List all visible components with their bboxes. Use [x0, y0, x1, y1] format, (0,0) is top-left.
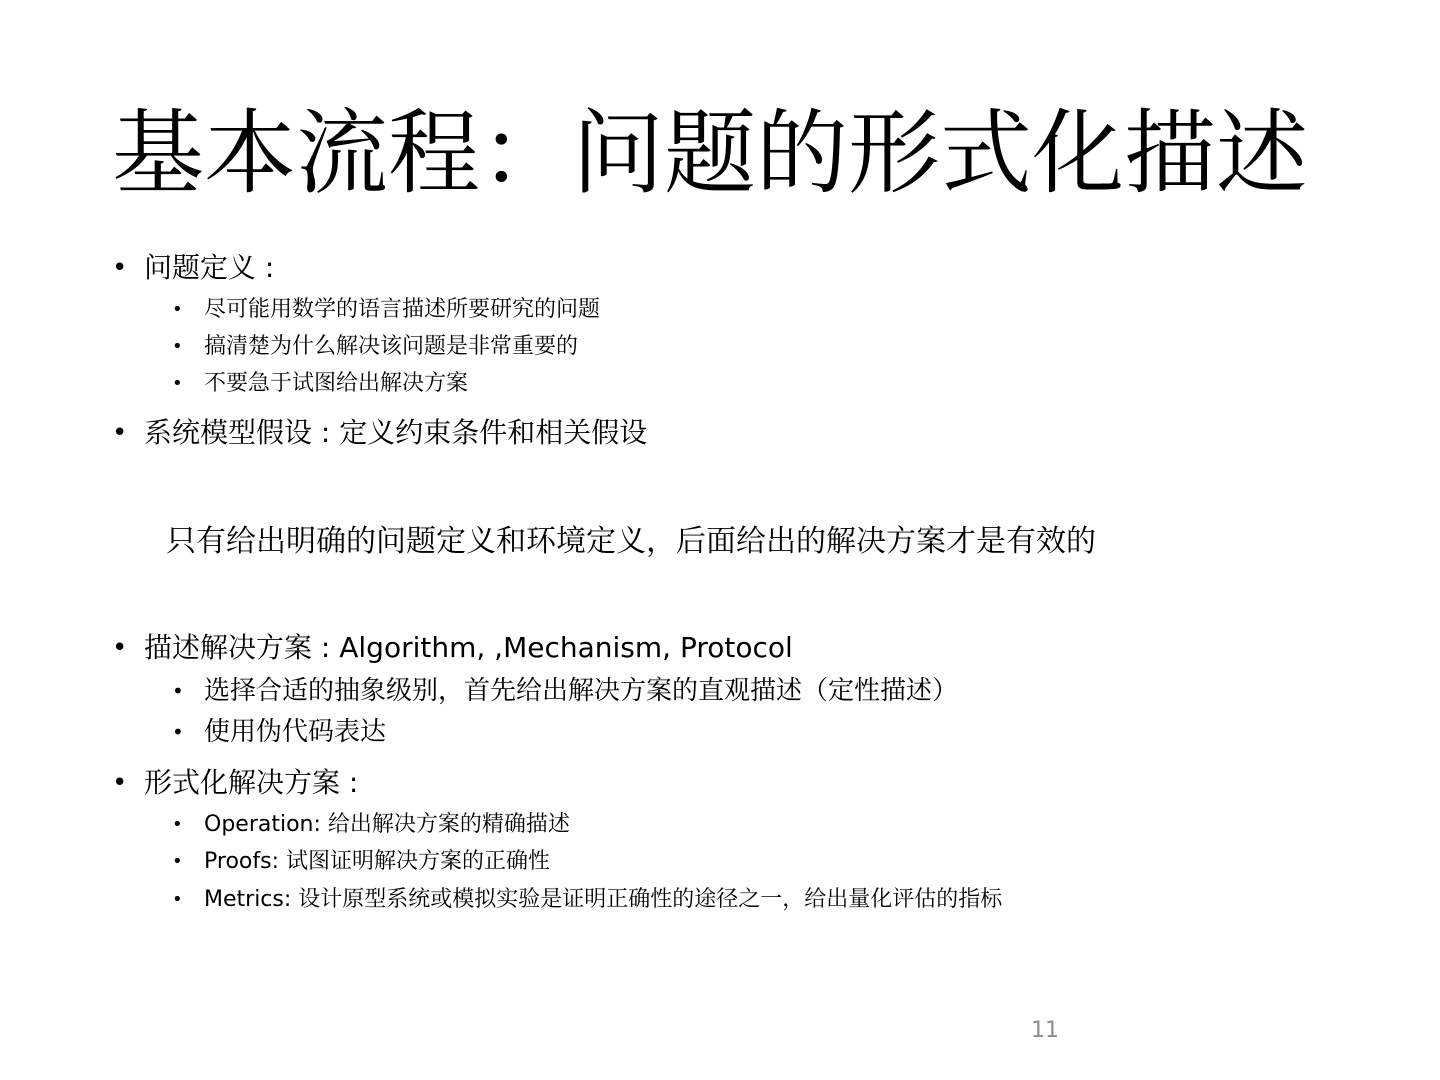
sub-bullet-text: Metrics: 设计原型系统或模拟实验是证明正确性的途径之一，给出量化评估的指标	[204, 887, 1003, 912]
slide-title: 基本流程：问题的形式化描述	[112, 100, 1309, 207]
sub-bullet-item	[172, 884, 1002, 916]
bullet-icon: •	[112, 633, 128, 663]
key-note: 只有给出明确的问题定义和环境定义，后面给出的解决方案才是有效的	[166, 524, 1096, 559]
bullet-icon: •	[172, 851, 183, 872]
bullet-text: 形式化解决方案 :	[144, 766, 359, 799]
bullet-icon: •	[112, 418, 128, 448]
bullet-icon: •	[112, 768, 128, 798]
sub-bullet-item	[172, 368, 468, 400]
sub-bullet-item	[172, 713, 386, 751]
bullet-icon: •	[172, 373, 183, 394]
sub-bullet-item	[172, 294, 600, 326]
sub-bullet-text: 使用伪代码表达	[204, 717, 387, 747]
sub-bullet-text: 不要急于试图给出解决方案	[204, 371, 469, 396]
sub-bullet-text: 搞清楚为什么解决该问题是非常重要的	[204, 334, 579, 359]
sub-bullet-text: 选择合适的抽象级别，首先给出解决方案的直观描述（定性描述）	[204, 676, 959, 706]
bullet-icon: •	[172, 336, 183, 357]
bullet-item-system-model	[112, 413, 647, 453]
bullet-item-describe-solution	[112, 628, 793, 668]
sub-bullet-text: Proofs: 试图证明解决方案的正确性	[204, 849, 550, 874]
page-number: 11	[1031, 1018, 1059, 1043]
bullet-icon: •	[172, 889, 183, 910]
bullet-icon: •	[112, 253, 128, 283]
bullet-item-formal-solution	[112, 763, 358, 803]
bullet-icon: •	[172, 814, 183, 835]
bullet-text: 系统模型假设 : 定义约束条件和相关假设	[144, 416, 648, 449]
sub-bullet-item	[172, 809, 570, 841]
bullet-icon: •	[172, 299, 183, 320]
bullet-item-problem-definition	[112, 248, 274, 288]
sub-bullet-item	[172, 846, 550, 878]
sub-bullet-item	[172, 331, 578, 363]
bullet-icon: •	[172, 720, 184, 744]
sub-bullet-text: Operation: 给出解决方案的精确描述	[204, 812, 570, 837]
bullet-text: 描述解决方案 : Algorithm, ,Mechanism, Protocol	[144, 631, 793, 664]
sub-bullet-item	[172, 672, 958, 710]
bullet-icon: •	[172, 679, 184, 703]
sub-bullet-text: 尽可能用数学的语言描述所要研究的问题	[204, 297, 601, 322]
bullet-text: 问题定义 :	[144, 251, 275, 284]
